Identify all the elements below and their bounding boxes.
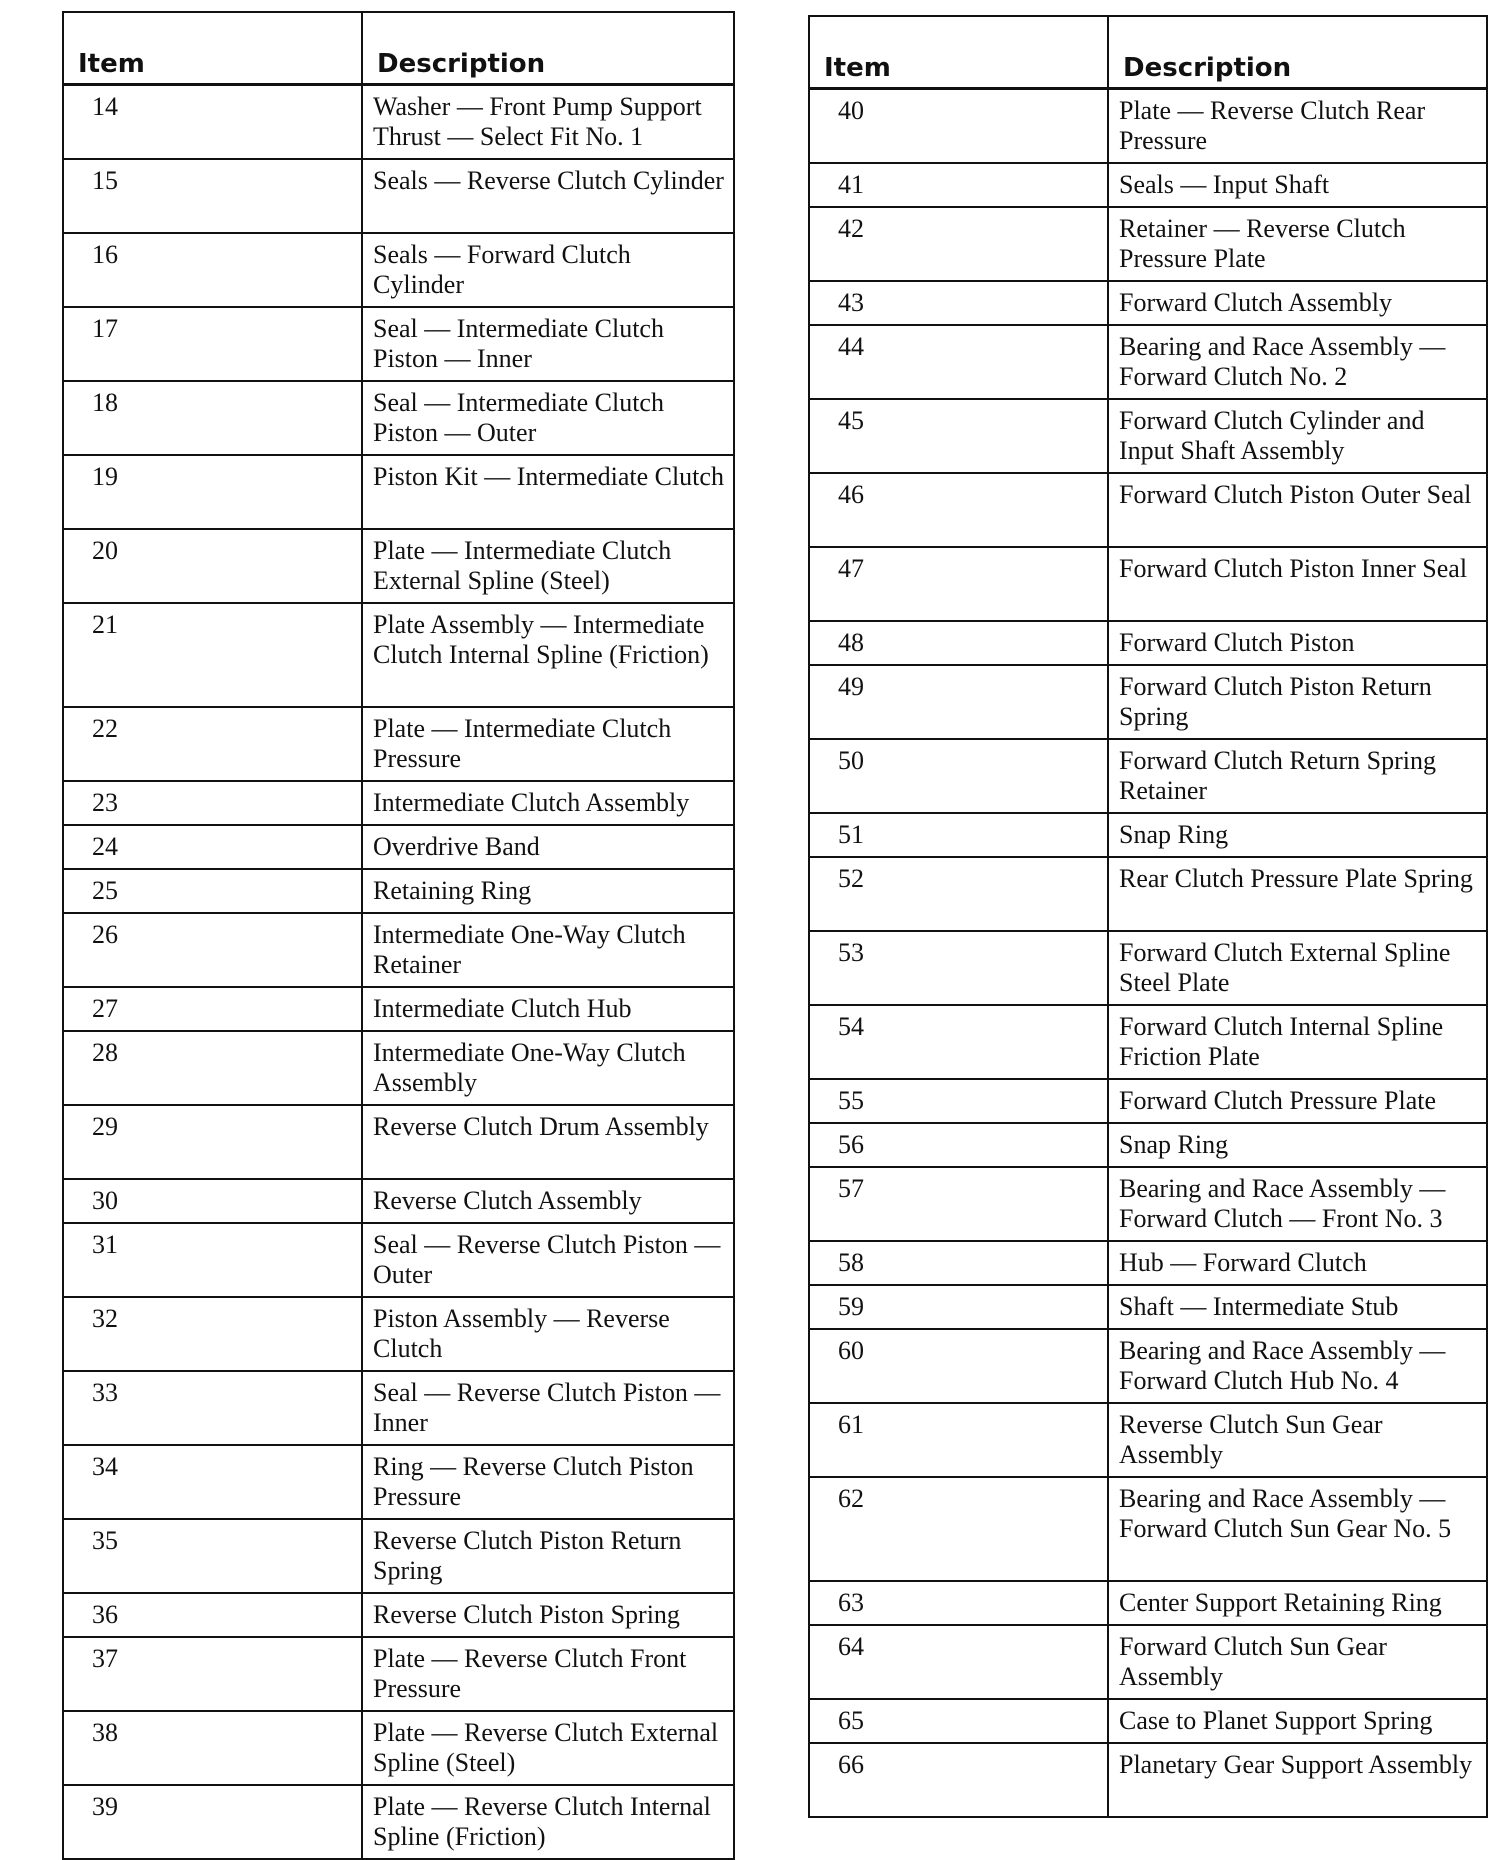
item-description: Planetary Gear Support Assembly [1108,1743,1487,1817]
table-row [63,381,734,455]
item-number: 49 [809,665,1108,739]
item-number: 18 [63,381,362,455]
item-description: Plate Assembly — Intermediate Clutch Internal Spline (Friction) [362,603,734,707]
table-row [63,1593,734,1637]
item-description: Case to Planet Support Spring [1108,1699,1487,1743]
table-row [809,813,1487,857]
item-number: 32 [63,1297,362,1371]
item-number: 24 [63,825,362,869]
item-description: Intermediate One-Way Clutch Retainer [362,913,734,987]
item-description: Seal — Intermediate Clutch Piston — Outer [362,381,734,455]
item-number: 65 [809,1699,1108,1743]
item-description: Overdrive Band [362,825,734,869]
item-description: Seal — Reverse Clutch Piston — Inner [362,1371,734,1445]
item-number: 14 [63,85,362,160]
item-number: 30 [63,1179,362,1223]
table-row [63,159,734,233]
table-row [809,931,1487,1005]
item-description: Reverse Clutch Piston Spring [362,1593,734,1637]
item-number: 25 [63,869,362,913]
item-number: 61 [809,1403,1108,1477]
item-number: 17 [63,307,362,381]
table-row [63,869,734,913]
item-number: 28 [63,1031,362,1105]
item-number: 27 [63,987,362,1031]
item-number: 58 [809,1241,1108,1285]
header-row [809,16,1487,89]
item-number: 36 [63,1593,362,1637]
item-description: Shaft — Intermediate Stub [1108,1285,1487,1329]
item-number: 22 [63,707,362,781]
item-number: 56 [809,1123,1108,1167]
item-description: Forward Clutch Cylinder and Input Shaft Assembly [1108,399,1487,473]
description-column-header: Description [362,12,734,85]
table-row [63,987,734,1031]
table-row [63,455,734,529]
item-description: Piston Kit — Intermediate Clutch [362,455,734,529]
item-description: Reverse Clutch Sun Gear Assembly [1108,1403,1487,1477]
item-number: 66 [809,1743,1108,1817]
item-description: Seal — Reverse Clutch Piston — Outer [362,1223,734,1297]
table-row [63,1179,734,1223]
item-number: 19 [63,455,362,529]
table-row [809,1743,1487,1817]
item-number: 21 [63,603,362,707]
item-description: Rear Clutch Pressure Plate Spring [1108,857,1487,931]
item-number: 50 [809,739,1108,813]
item-number: 29 [63,1105,362,1179]
item-description: Center Support Retaining Ring [1108,1581,1487,1625]
item-description: Intermediate Clutch Hub [362,987,734,1031]
item-description: Plate — Reverse Clutch External Spline (Steel) [362,1711,734,1785]
item-number: 23 [63,781,362,825]
table-row [63,1371,734,1445]
item-description: Retainer — Reverse Clutch Pressure Plate [1108,207,1487,281]
item-number: 51 [809,813,1108,857]
table-row [63,603,734,707]
item-description: Bearing and Race Assembly — Forward Clutch Sun Gear No. 5 [1108,1477,1487,1581]
item-description: Forward Clutch Sun Gear Assembly [1108,1625,1487,1699]
table-row [63,1711,734,1785]
table-row [63,1297,734,1371]
item-number: 45 [809,399,1108,473]
item-number: 15 [63,159,362,233]
item-description: Forward Clutch Piston Outer Seal [1108,473,1487,547]
table-row [809,1079,1487,1123]
table-row [63,1785,734,1859]
table-row [809,547,1487,621]
item-number: 37 [63,1637,362,1711]
item-description: Forward Clutch Pressure Plate [1108,1079,1487,1123]
table-row [809,1625,1487,1699]
table-row [809,1329,1487,1403]
item-number: 42 [809,207,1108,281]
item-column-header: Item [809,16,1108,89]
item-description: Retaining Ring [362,869,734,913]
item-number: 63 [809,1581,1108,1625]
table-row [63,233,734,307]
item-description: Plate — Intermediate Clutch External Spline (Steel) [362,529,734,603]
item-description: Ring — Reverse Clutch Piston Pressure [362,1445,734,1519]
item-description: Forward Clutch Piston Return Spring [1108,665,1487,739]
table-row [809,325,1487,399]
table-row [809,1285,1487,1329]
item-number: 60 [809,1329,1108,1403]
table-row [63,913,734,987]
table-row [809,1167,1487,1241]
item-description: Forward Clutch Piston [1108,621,1487,665]
item-number: 43 [809,281,1108,325]
item-description: Snap Ring [1108,1123,1487,1167]
item-description: Forward Clutch External Spline Steel Plate [1108,931,1487,1005]
table-row [63,1637,734,1711]
item-description: Reverse Clutch Drum Assembly [362,1105,734,1179]
item-number: 26 [63,913,362,987]
header-row [63,12,734,85]
parts-table-left [62,11,735,1860]
item-description: Bearing and Race Assembly — Forward Clutch Hub No. 4 [1108,1329,1487,1403]
item-description: Hub — Forward Clutch [1108,1241,1487,1285]
table-row [63,781,734,825]
table-row [809,1403,1487,1477]
table-row [809,1123,1487,1167]
item-number: 54 [809,1005,1108,1079]
item-description: Plate — Reverse Clutch Front Pressure [362,1637,734,1711]
item-description: Plate — Reverse Clutch Rear Pressure [1108,89,1487,164]
table-row [809,281,1487,325]
item-number: 57 [809,1167,1108,1241]
table-row [63,1031,734,1105]
item-number: 44 [809,325,1108,399]
item-number: 59 [809,1285,1108,1329]
item-description: Bearing and Race Assembly — Forward Clutch — Front No. 3 [1108,1167,1487,1241]
table-row [63,529,734,603]
item-number: 40 [809,89,1108,164]
item-description: Forward Clutch Piston Inner Seal [1108,547,1487,621]
item-number: 31 [63,1223,362,1297]
table-row [809,207,1487,281]
item-number: 16 [63,233,362,307]
table-row [809,163,1487,207]
item-column-header: Item [63,12,362,85]
table-row [63,1519,734,1593]
item-number: 39 [63,1785,362,1859]
item-number: 46 [809,473,1108,547]
item-number: 34 [63,1445,362,1519]
table-row [809,1699,1487,1743]
table-row [809,1581,1487,1625]
item-number: 62 [809,1477,1108,1581]
item-number: 53 [809,931,1108,1005]
table-row [809,1005,1487,1079]
item-number: 64 [809,1625,1108,1699]
item-number: 20 [63,529,362,603]
table-row [809,857,1487,931]
item-description: Reverse Clutch Assembly [362,1179,734,1223]
item-description: Intermediate Clutch Assembly [362,781,734,825]
item-description: Plate — Reverse Clutch Internal Spline (Friction) [362,1785,734,1859]
table-row [63,825,734,869]
table-row [809,473,1487,547]
table-row [809,1241,1487,1285]
item-description: Seals — Input Shaft [1108,163,1487,207]
item-description: Intermediate One-Way Clutch Assembly [362,1031,734,1105]
table-row [63,707,734,781]
description-column-header: Description [1108,16,1487,89]
item-number: 41 [809,163,1108,207]
table-row [809,1477,1487,1581]
item-description: Seals — Reverse Clutch Cylinder [362,159,734,233]
item-number: 47 [809,547,1108,621]
item-description: Plate — Intermediate Clutch Pressure [362,707,734,781]
item-description: Washer — Front Pump Support Thrust — Select Fit No. 1 [362,85,734,160]
table-row [63,1445,734,1519]
item-number: 48 [809,621,1108,665]
item-description: Piston Assembly — Reverse Clutch [362,1297,734,1371]
item-description: Seal — Intermediate Clutch Piston — Inner [362,307,734,381]
table-row [63,1105,734,1179]
item-number: 55 [809,1079,1108,1123]
parts-table-right [808,15,1488,1818]
item-number: 35 [63,1519,362,1593]
item-description: Forward Clutch Return Spring Retainer [1108,739,1487,813]
table-row [809,739,1487,813]
item-number: 33 [63,1371,362,1445]
table-row [809,665,1487,739]
table-row [809,399,1487,473]
item-description: Forward Clutch Internal Spline Friction Plate [1108,1005,1487,1079]
item-description: Reverse Clutch Piston Return Spring [362,1519,734,1593]
table-row [809,89,1487,164]
item-description: Snap Ring [1108,813,1487,857]
item-description: Forward Clutch Assembly [1108,281,1487,325]
table-row [809,621,1487,665]
item-number: 52 [809,857,1108,931]
table-row [63,85,734,160]
table-row [63,1223,734,1297]
table-row [63,307,734,381]
item-number: 38 [63,1711,362,1785]
item-description: Bearing and Race Assembly — Forward Clutch No. 2 [1108,325,1487,399]
item-description: Seals — Forward Clutch Cylinder [362,233,734,307]
